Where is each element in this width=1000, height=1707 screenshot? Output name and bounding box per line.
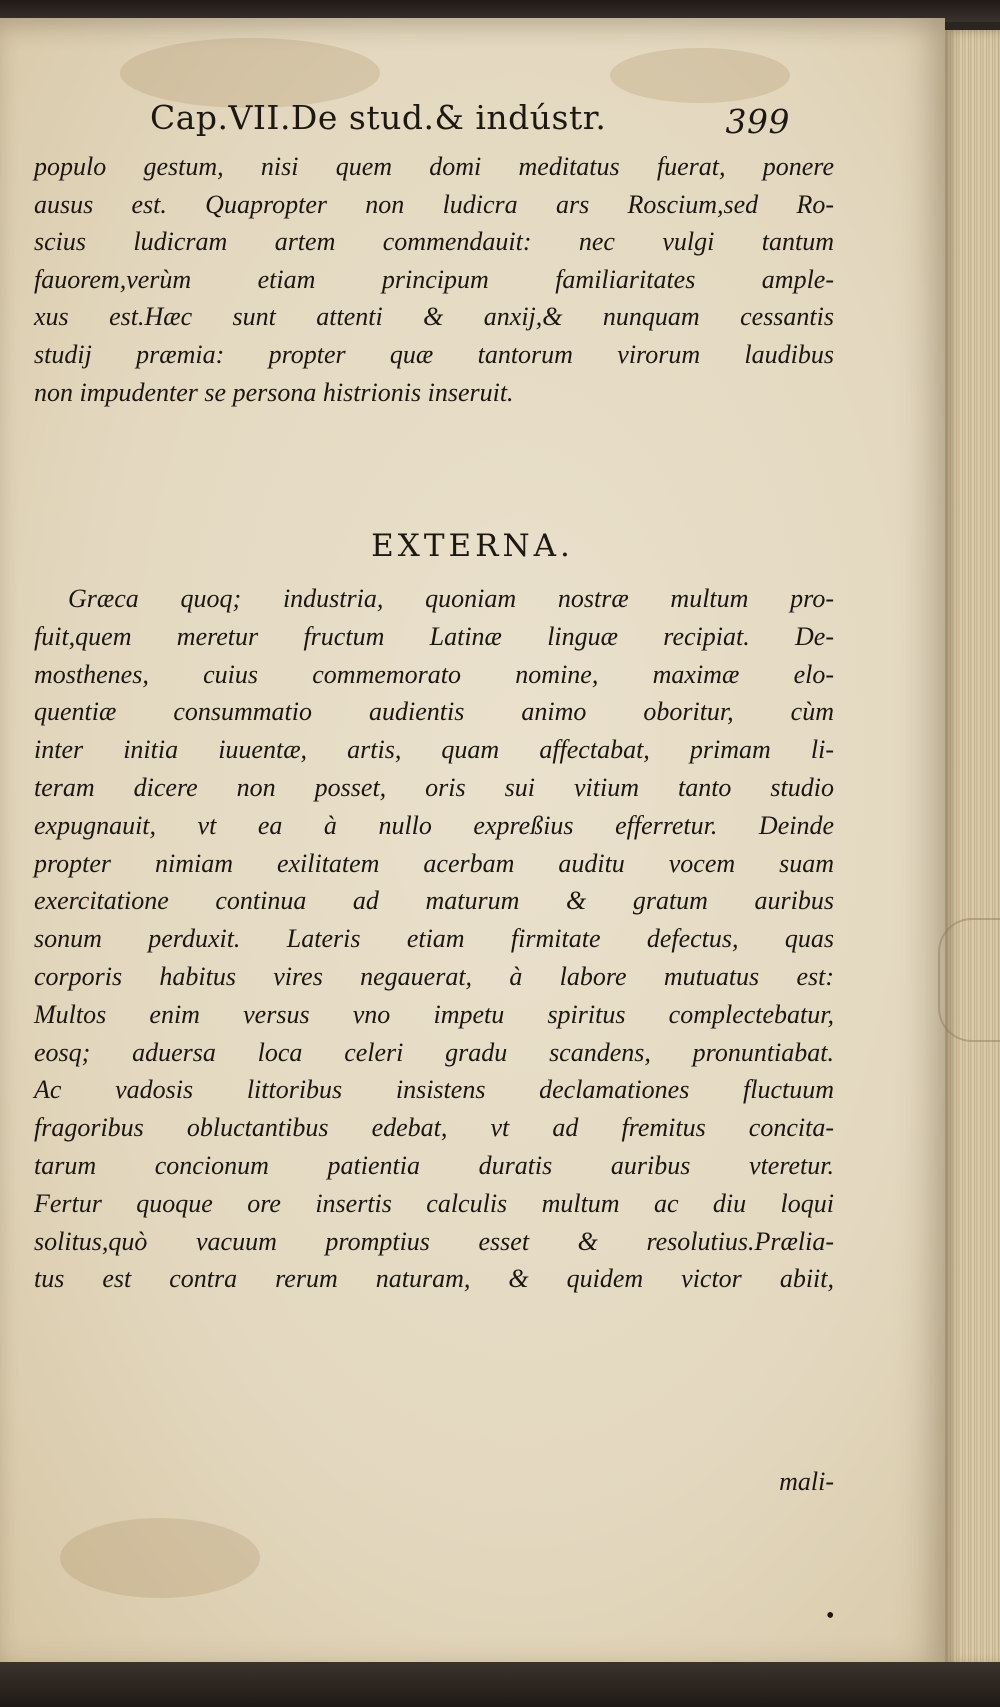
page-edges (945, 30, 1000, 1665)
ink-mark: • (826, 1603, 835, 1629)
text-line: Fertur quoque ore insertis calculis multum ac diu loqui (34, 1188, 834, 1218)
section-heading: EXTERNA. (371, 528, 574, 564)
text-line: mosthenes, cuius commemorato nomine, maximæ elo- (34, 659, 834, 689)
scan-bottom-edge (0, 1662, 1000, 1707)
text-line: Græca quoq; industria, quoniam nostræ multum pro- (68, 584, 834, 613)
text-line: fuit,quem meretur fructum Latinæ linguæ recipiat. De- (34, 621, 834, 651)
paragraph-demosthenes (34, 580, 834, 1298)
text-line: scius ludicram artem commendauit: nec vulgi tantum (34, 227, 834, 257)
text-line: inter initia iuuentæ, artis, quam affectabat, primam li- (34, 735, 834, 765)
text-line: exercitatione continua ad maturum & gratum auribus (34, 886, 834, 916)
text-line: populo gestum, nisi quem domi meditatus fuerat, ponere (34, 152, 834, 181)
text-line: tus est contra rerum naturam, & quidem victor abiit, (34, 1264, 834, 1294)
text-line: Ac vadosis littoribus insistens declamationes fluctuum (34, 1075, 834, 1105)
catchword: mali- (779, 1467, 834, 1496)
text-line: tarum concionum patientia duratis auribus vteretur. (34, 1150, 834, 1180)
text-line: expugnauit, vt ea à nullo expreßius efferretur. Deinde (34, 810, 834, 840)
text-line: fragoribus obluctantibus edebat, vt ad fremitus concita- (34, 1113, 834, 1143)
text-line: teram dicere non posset, oris sui vitium tanto studio (34, 772, 834, 802)
text-line: eosq; aduersa loca celeri gradu scandens, pronuntiabat. (34, 1037, 834, 1067)
text-line: Multos enim versus vno impetu spiritus complectebatur, (34, 999, 834, 1029)
paragraph-roscius (34, 148, 834, 411)
page-number: 399 (725, 102, 790, 141)
text-line: propter nimiam exilitatem acerbam auditu vocem suam (34, 848, 834, 878)
running-head (150, 98, 790, 148)
text-line: xus est.Hæc sunt attenti & anxij,& nunquam cessantis (34, 302, 834, 332)
text-line: corporis habitus vires negauerat, à labore mutuatus est: (34, 961, 834, 991)
text-line: solitus,quò vacuum promptius esset & resolutius.Prælia- (34, 1226, 834, 1256)
text-line: fauorem,verùm etiam principum familiaritates ample- (34, 264, 834, 294)
text-line: studij præmia: propter quæ tantorum virorum laudibus (34, 339, 834, 369)
foxing-stain (60, 1518, 260, 1598)
clasp-impression (938, 918, 1000, 1042)
text-line: non impudenter se persona histrionis inseruit. (34, 377, 514, 407)
running-head-title: Cap.VII.De stud.& indústr. (150, 98, 607, 137)
text-line: quentiæ consummatio audientis animo oboritur, cùm (34, 697, 834, 727)
foxing-stain (610, 48, 790, 103)
text-line: ausus est. Quapropter non ludicra ars Roscium,sed Ro- (34, 189, 834, 219)
text-line: sonum perduxit. Lateris etiam firmitate defectus, quas (34, 924, 834, 954)
